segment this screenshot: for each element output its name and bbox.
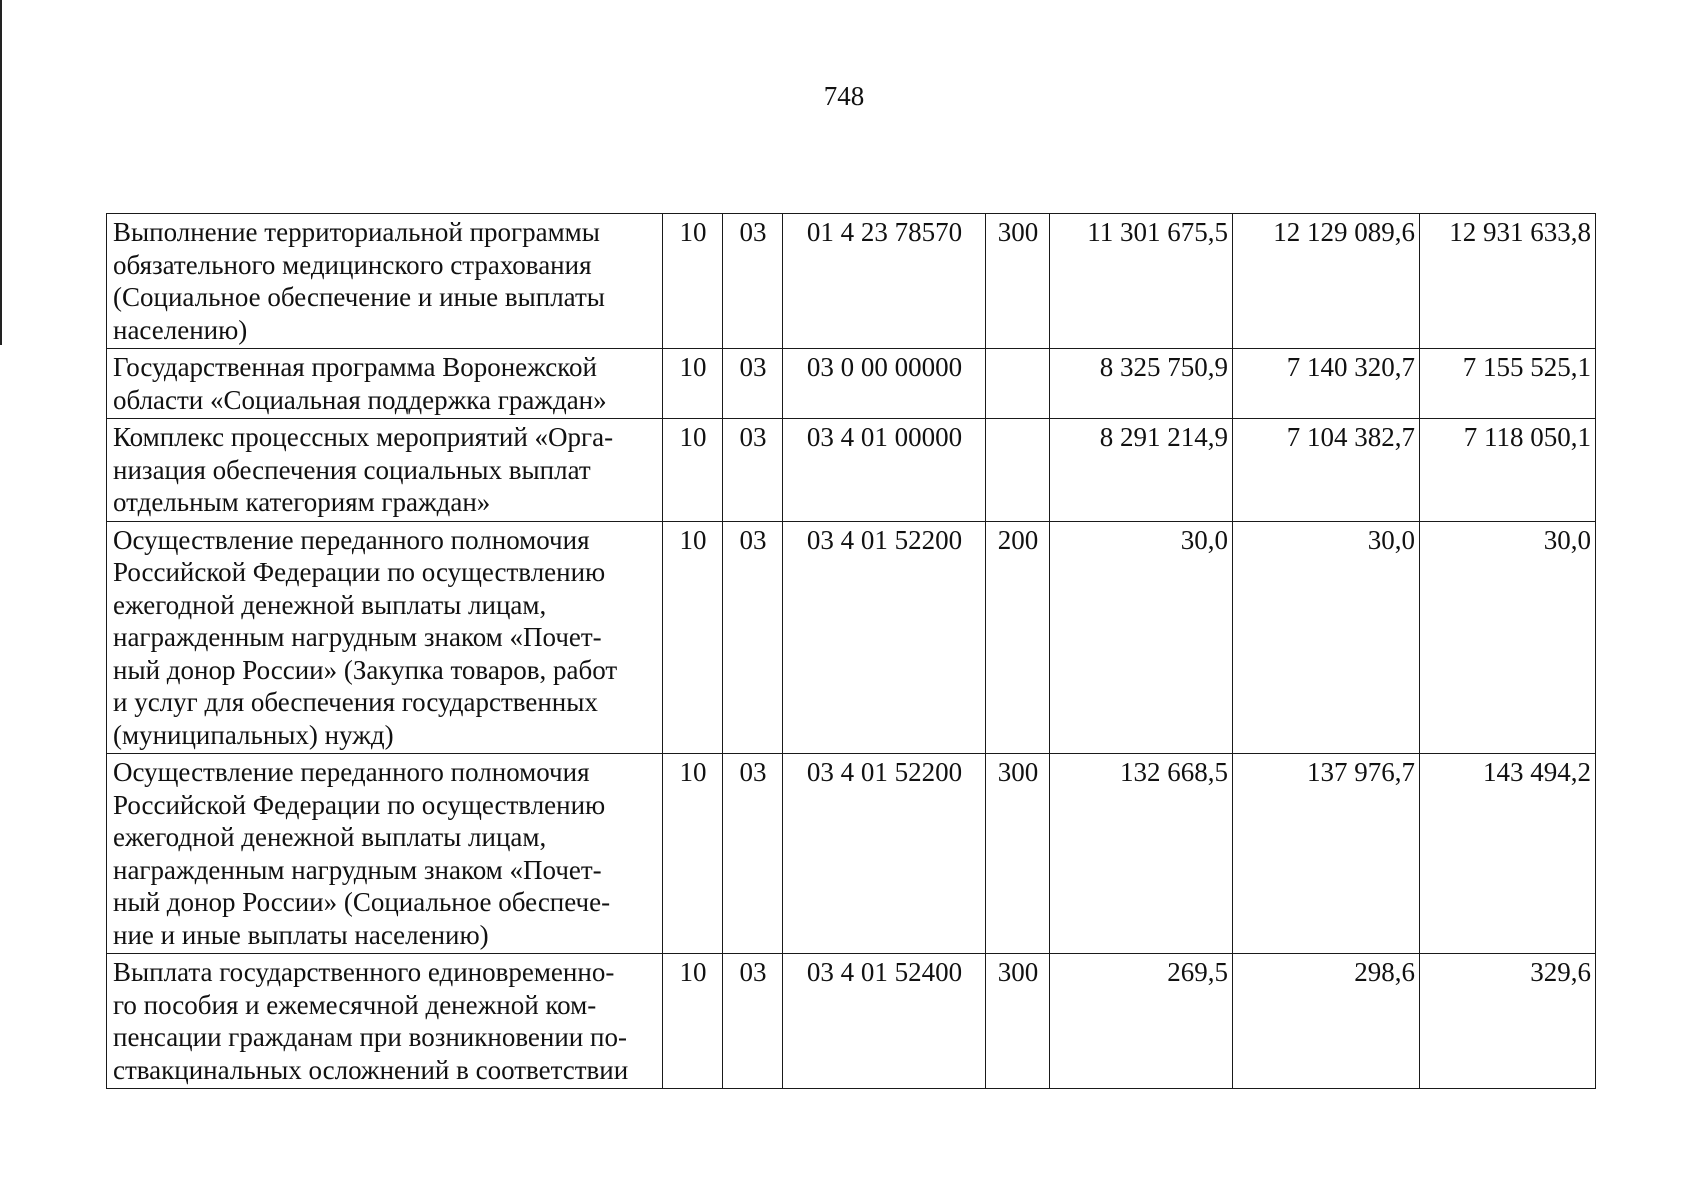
table-row <box>107 214 1596 349</box>
section-code-cell: 10 <box>663 521 723 754</box>
table-row <box>107 954 1596 1089</box>
item-name-line: населению) <box>113 314 248 345</box>
amount-year-1-cell: 132 668,5 <box>1050 754 1233 954</box>
item-name-cell <box>107 214 663 349</box>
item-name-line: отдельным категориям граждан» <box>113 487 491 517</box>
item-name-line: (муниципальных) нужд) <box>113 719 394 750</box>
subsection-code-cell: 03 <box>723 419 783 522</box>
item-name-cell <box>107 521 663 754</box>
amount-year-3-cell: 7 118 050,1 <box>1420 419 1596 522</box>
item-name-cell <box>107 419 663 522</box>
section-code-cell: 10 <box>663 419 723 522</box>
amount-year-2-cell: 298,6 <box>1233 954 1420 1089</box>
amount-year-2-cell: 7 104 382,7 <box>1233 419 1420 522</box>
target-article-cell: 03 0 00 00000 <box>783 349 986 419</box>
item-name-line: ствакцинальных осложнений в соответствии <box>113 1054 629 1085</box>
item-name-line: ние и иные выплаты населению) <box>113 919 489 950</box>
table-row <box>107 349 1596 419</box>
amount-year-1-cell: 8 291 214,9 <box>1050 419 1233 522</box>
expense-type-cell <box>986 419 1050 522</box>
amount-year-1-cell: 11 301 675,5 <box>1050 214 1233 349</box>
page-number: 748 <box>823 81 865 111</box>
amount-year-1-cell: 30,0 <box>1050 521 1233 754</box>
scan-edge-mark <box>0 0 2 345</box>
amount-year-2-cell: 7 140 320,7 <box>1233 349 1420 419</box>
item-name-line: Выполнение территориальной программы <box>113 217 600 247</box>
subsection-code-cell: 03 <box>723 521 783 754</box>
item-name-cell <box>107 954 663 1089</box>
item-name-line: Российской Федерации по осуществлению <box>113 789 606 820</box>
amount-year-3-cell: 329,6 <box>1420 954 1596 1089</box>
subsection-code-cell: 03 <box>723 214 783 349</box>
item-name-line: ный донор России» (Закупка товаров, работ <box>113 654 618 685</box>
item-name-line: Выплата государственного единовременно- <box>113 957 615 987</box>
section-code-cell: 10 <box>663 349 723 419</box>
amount-year-3-cell: 143 494,2 <box>1420 754 1596 954</box>
item-name-line: ежегодной денежной выплаты лицам, <box>113 589 547 620</box>
item-name-line: и услуг для обеспечения государственных <box>113 687 598 717</box>
item-name-line: пенсации гражданам при возникновении по- <box>113 1022 627 1052</box>
amount-year-3-cell: 30,0 <box>1420 521 1596 754</box>
item-name-line: награжденным нагрудным знаком «Почет- <box>113 854 602 885</box>
item-name-line: Осуществление переданного полномочия <box>113 524 590 555</box>
subsection-code-cell: 03 <box>723 954 783 1089</box>
amount-year-3-cell: 12 931 633,8 <box>1420 214 1596 349</box>
expense-type-cell: 300 <box>986 754 1050 954</box>
amount-year-2-cell: 12 129 089,6 <box>1233 214 1420 349</box>
budget-table <box>106 213 1596 1089</box>
amount-year-3-cell: 7 155 525,1 <box>1420 349 1596 419</box>
target-article-cell: 03 4 01 52200 <box>783 754 986 954</box>
amount-year-1-cell: 8 325 750,9 <box>1050 349 1233 419</box>
section-code-cell: 10 <box>663 754 723 954</box>
amount-year-2-cell: 30,0 <box>1233 521 1420 754</box>
table-row <box>107 754 1596 954</box>
target-article-cell: 03 4 01 00000 <box>783 419 986 522</box>
table-row <box>107 419 1596 522</box>
table-body <box>107 214 1596 1089</box>
expense-type-cell: 200 <box>986 521 1050 754</box>
item-name-line: го пособия и ежемесячной денежной ком- <box>113 989 597 1020</box>
item-name-line: области «Социальная поддержка граждан» <box>113 384 607 415</box>
item-name-line: обязательного медицинского страхования <box>113 249 592 280</box>
item-name-line: Российской Федерации по осуществлению <box>113 557 606 587</box>
item-name-line: (Социальное обеспечение и иные выплаты <box>113 282 605 312</box>
item-name-line: Комплекс процессных мероприятий «Орга- <box>113 422 614 452</box>
item-name-cell <box>107 349 663 419</box>
section-code-cell: 10 <box>663 954 723 1089</box>
item-name-line: ный донор России» (Социальное обеспече- <box>113 887 611 917</box>
section-code-cell: 10 <box>663 214 723 349</box>
amount-year-1-cell: 269,5 <box>1050 954 1233 1089</box>
subsection-code-cell: 03 <box>723 349 783 419</box>
target-article-cell: 01 4 23 78570 <box>783 214 986 349</box>
subsection-code-cell: 03 <box>723 754 783 954</box>
item-name-line: награжденным нагрудным знаком «Почет- <box>113 622 602 652</box>
item-name-line: низация обеспечения социальных выплат <box>113 454 591 485</box>
expense-type-cell: 300 <box>986 214 1050 349</box>
target-article-cell: 03 4 01 52400 <box>783 954 986 1089</box>
amount-year-2-cell: 137 976,7 <box>1233 754 1420 954</box>
item-name-line: ежегодной денежной выплаты лицам, <box>113 822 547 852</box>
table-row <box>107 521 1596 754</box>
target-article-cell: 03 4 01 52200 <box>783 521 986 754</box>
item-name-cell <box>107 754 663 954</box>
expense-type-cell: 300 <box>986 954 1050 1089</box>
item-name-line: Осуществление переданного полномочия <box>113 757 590 787</box>
item-name-line: Государственная программа Воронежской <box>113 352 597 382</box>
expense-type-cell <box>986 349 1050 419</box>
